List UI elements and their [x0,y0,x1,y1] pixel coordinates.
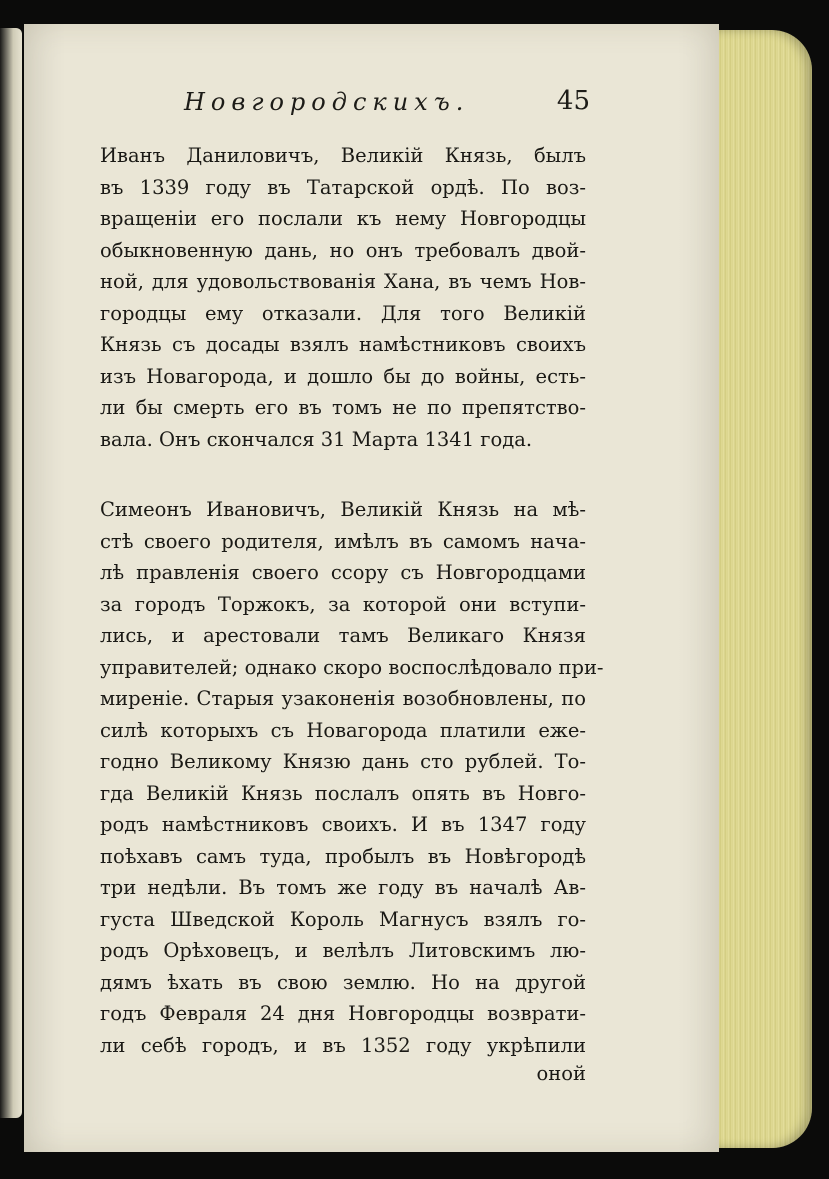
text-line: поѣхавъ самъ туда, пробылъ въ Новѣгородѣ [100,844,586,868]
paragraph-ivan [100,140,586,455]
text-line: три недѣли. Въ томъ же году въ началѣ Ав- [100,876,586,899]
text-line: силѣ которыхъ съ Новагорода платили еже- [100,718,586,742]
text-line: стѣ своего родителя, имѣлъ въ самомъ нача- [100,529,586,553]
text-line: управителей; однако скоро воспослѣдовало при- [100,655,604,679]
page-header [160,88,590,128]
paragraph-simeon [100,494,604,1061]
page-body [100,140,604,1087]
text-line: за городъ Торжокъ, за которой они вступи- [100,592,586,616]
text-line: городцы ему отказали. Для того Великій [100,301,586,325]
text-line: дямъ ѣхать въ свою землю. Но на другой [100,970,586,994]
text-line: лѣ правленія своего ссору съ Новгородцами [100,561,586,584]
text-line: въ 1339 году въ Татарской ордѣ. По воз- [100,175,586,199]
text-line: Иванъ Даниловичъ, Великій Князь, былъ [100,144,586,167]
running-head: Новгородскихъ. [184,88,470,116]
text-line: обыкновенную дань, но онъ требовалъ двой- [100,238,586,262]
text-line: миреніе. Старыя узаконенія возобновлены, по [100,687,586,710]
text-line: вращеніи его послали къ нему Новгородцы [100,207,586,230]
text-line: вала. Онъ скончался 31 Марта 1341 года. [100,427,533,451]
text-line: ли себѣ городъ, и въ 1352 году укрѣпили [100,1033,586,1057]
text-line: годъ Февраля 24 дня Новгородцы возврати- [100,1002,586,1025]
text-line: родъ Орѣховецъ, и велѣлъ Литовскимъ лю- [100,939,586,962]
text-line: родъ намѣстниковъ своихъ. И въ 1347 году [100,813,586,836]
text-line: ли бы смерть его въ томъ не по препятство- [100,396,586,419]
text-line: изъ Новагорода, и дошло бы до войны, есть- [100,364,586,388]
text-line: годно Великому Князю дань сто рублей. То- [100,750,586,773]
text-line: лись, и арестовали тамъ Великаго Князя [100,624,586,647]
facing-page-edge [0,28,22,1118]
text-line: Князь съ досады взялъ намѣстниковъ своихъ [100,333,586,356]
page-number: 45 [556,86,590,116]
text-line: гда Великій Князь послалъ опять въ Новго- [100,781,586,805]
text-line: густа Шведской Король Магнусъ взялъ го- [100,907,586,931]
book-fore-edge [712,30,812,1148]
text-line: Симеонъ Ивановичъ, Великій Князь на мѣ- [100,498,586,521]
catchword: оной [536,1062,586,1085]
text-line: ной, для удовольствованія Хана, въ чемъ Нов- [100,270,586,293]
